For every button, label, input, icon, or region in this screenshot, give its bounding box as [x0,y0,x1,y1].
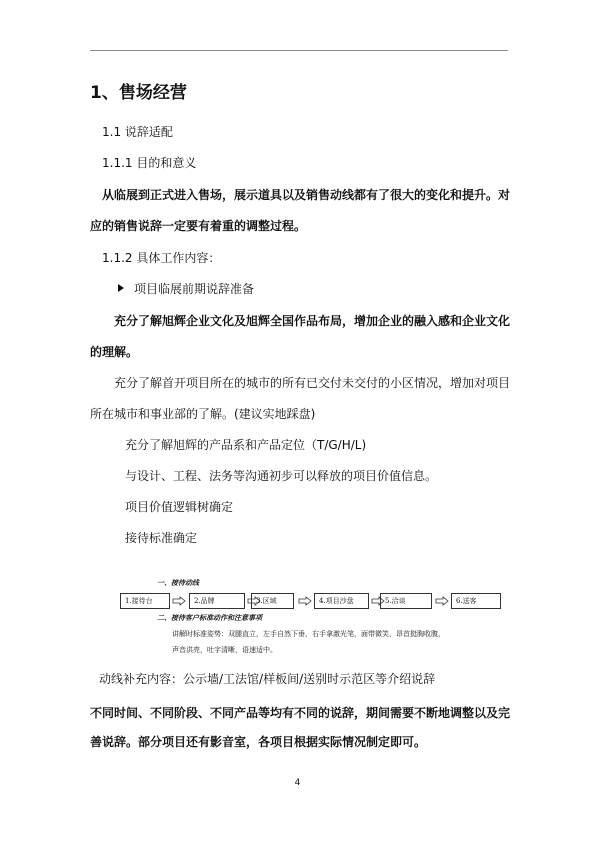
bullet-item [118,281,254,297]
page-number: 4 [294,778,301,788]
arrow-right-icon [172,596,186,606]
arrow-right-icon [298,596,312,606]
flow-step-3: 3.区域 [251,593,294,609]
list-item-2: 与设计、工程、法务等沟通初步可以释放的项目价值信息。 [125,469,438,483]
subsection-1-1-1: 1.1.1 目的和意义 [102,156,197,170]
list-item-3: 项目价值逻辑树确定 [125,500,234,514]
paragraph-2-line-1: 充分了解旭辉企业文化及旭辉全国作品布局，增加企业的融入感和企业文化 [114,314,511,328]
paragraph-5-line-1: 不同时间、不同阶段、不同产品等均有不同的说辞，期间需要不断地调整以及完 [90,706,511,720]
flow-note-line-2: 声音洪亮，吐字清晰，语速适中。 [172,646,277,654]
subsection-1-1-2: 1.1.2 具体工作内容： [102,251,221,265]
subsection-1-1: 1.1 说辞适配 [102,125,173,139]
arrow-bullet-icon [118,284,124,292]
header-rule [90,50,508,51]
paragraph-1-line-2: 应的销售说辞一定要有着重的调整过程。 [90,219,307,233]
flow-title-2: 二、接待客户标准动作和注意事项 [157,614,262,622]
flow-title-1: 一、接待动线 [157,579,199,587]
flow-step-5: 5.洽谈 [380,593,432,609]
paragraph-4: 动线补充内容：公示墙/工法馆/样板间/送别时示范区等介绍说辞 [99,672,436,686]
bullet-text: 项目临展前期说辞准备 [134,282,255,296]
flow-step-4: 4.项目沙盘 [314,593,369,609]
paragraph-5-line-2: 善说辞。部分项目还有影音室，各项目根据实际情况制定即可。 [90,735,427,749]
paragraph-1-line-1: 从临展到正式进入售场，展示道具以及销售动线都有了很大的变化和提升。对 [102,188,511,202]
flow-step-6: 6.送客 [451,593,501,609]
paragraph-3-line-2: 所在城市和事业部的了解。(建议实地踩盘) [90,407,316,421]
flow-step-2: 2.品牌 [189,593,245,609]
list-item-1: 充分了解旭辉的产品系和产品定位（T/G/H/L) [125,438,367,452]
section-heading: 1、售场经营 [90,83,187,103]
paragraph-3-line-1: 充分了解首开项目所在的城市的所有已交付未交付的小区情况，增加对项目 [114,376,511,390]
paragraph-2-line-2: 的理解。 [90,345,139,359]
arrow-right-icon [435,596,449,606]
flow-step-1: 1.接待台 [120,593,170,609]
flow-note-line-1: 讲解时标准姿势：双腿直立，左手自然下垂，右手拿激光笔，面带微笑，昂首挺胸收腹， [172,630,445,638]
list-item-4: 接待标准确定 [125,531,198,545]
